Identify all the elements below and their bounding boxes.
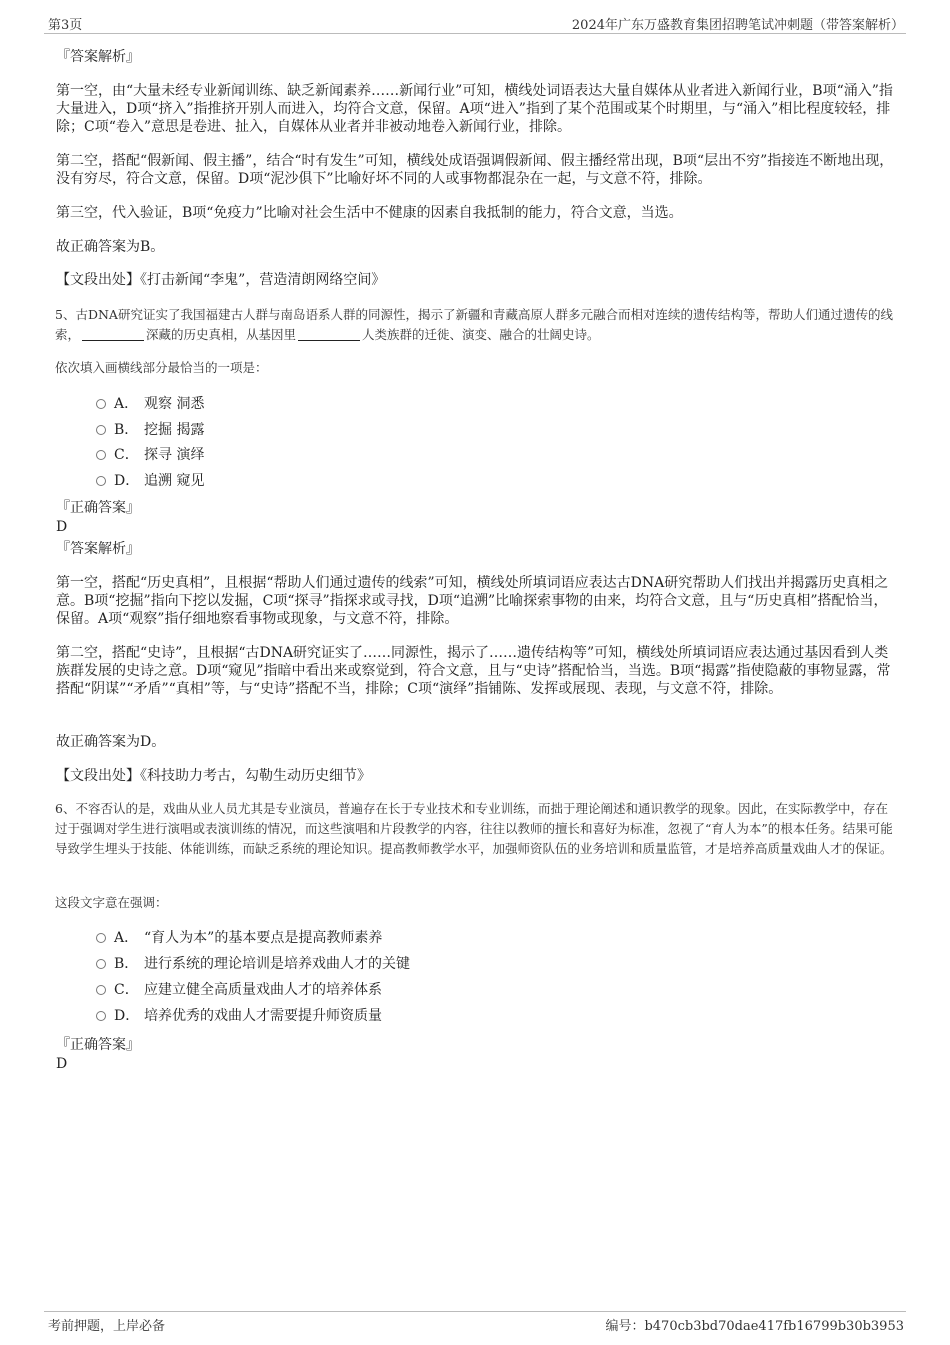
- option-letter: D．: [114, 1008, 140, 1024]
- q6-option-a[interactable]: [96, 927, 382, 949]
- q5-source: 【文段出处】《科技助力考古，勾勒生动历史细节》: [56, 768, 371, 784]
- q6-stem: 6、不容否认的是，戏曲从业人员尤其是专业演员，普遍存在长于专业技术和专业训练，而拙于理论阐述和通识教学的现象。因此，在实际教学中，存在过于强调对学生进行演唱或表演训练的情况，而这些演唱和片段教学的内容，往往以教师的擅长和喜好为标准，忽视了“育人为本”的根本任务。结果可能导致学生埋头于技能、体能训练，而缺乏系统的理论知识。提高教师教学水平，加强师资队伍的业务培训和质量监管，才是培养高质量戏曲人才的保证。: [55, 801, 893, 856]
- q5-analysis-para-2: 第二空，搭配“史诗”，且根据“古DNA研究证实了……同源性，揭示了……遗传结构等”可知，横线处所填词语应表达通过基因看到人类族群发展的史诗之意。D项“窥见”指暗中看出来或察觉到，符合文意，且与“史诗”搭配恰当，当选。B项“揭露”指使隐蔽的事物显露，常搭配“阴谋”“矛盾”“真相”等，与“史诗”搭配不当，排除；C项“演绎”指铺陈、发挥或展现、表现，与文意不符，排除。: [56, 645, 891, 697]
- option-letter: B．: [114, 422, 139, 438]
- q4-source: 【文段出处】《打击新闻“李鬼”，营造清朗网络空间》: [56, 272, 386, 288]
- q5-option-c[interactable]: [96, 444, 204, 466]
- q5-correct-label: 『正确答案』: [56, 500, 140, 516]
- q5-prompt: 依次填入画横线部分最恰当的一项是：: [55, 360, 268, 375]
- page-header: [0, 0, 950, 36]
- q5-stem-part-2: 深藏的历史真相，从基因里: [146, 327, 297, 342]
- option-text: 追溯 窥见: [144, 473, 205, 489]
- q5-blank-2: [298, 328, 360, 341]
- q5-correct-answer: D: [56, 519, 68, 535]
- footer-doc-id: 编号：b470cb3bd70dae417fb16799b30b3953: [605, 1319, 904, 1334]
- radio-icon[interactable]: [96, 959, 106, 969]
- option-text: 进行系统的理论培训是培养戏曲人才的关键: [144, 956, 410, 972]
- q6-prompt: 这段文字意在强调：: [55, 895, 168, 910]
- q4-analysis-para-3: 第三空，代入验证，B项“免疫力”比喻对社会生活中不健康的因素自我抵制的能力，符合文意，当选。: [56, 205, 683, 221]
- radio-icon[interactable]: [96, 399, 106, 409]
- q5-analysis-para-1: 第一空，搭配“历史真相”，且根据“帮助人们通过遗传的线索”可知，横线处所填词语应表达古DNA研究帮助人们找出并揭露历史真相之意。B项“挖掘”指向下挖以发掘，C项“探寻”指探求或寻找，D项“追溯”比喻探索事物的由来，均符合文意，且与“历史真相”搭配恰当，保留。A项“观察”指仔细地察看事物或现象，与文意不符，排除。: [56, 575, 889, 627]
- q6-option-b[interactable]: [96, 953, 410, 975]
- q4-analysis-para-2: 第二空，搭配“假新闻、假主播”，结合“时有发生”可知，横线处成语强调假新闻、假主播经常出现，B项“层出不穷”指接连不断地出现，没有穷尽，符合文意，保留。D项“泥沙俱下”比喻好坏不同的人或事物都混杂在一起，与文意不符，排除。: [56, 153, 894, 187]
- option-text: 培养优秀的戏曲人才需要提升师资质量: [144, 1008, 382, 1024]
- option-text: 观察 洞悉: [144, 396, 205, 412]
- radio-icon[interactable]: [96, 425, 106, 435]
- footer-divider: [44, 1311, 906, 1312]
- radio-icon[interactable]: [96, 985, 106, 995]
- option-letter: D．: [114, 473, 140, 489]
- q5-option-d[interactable]: [96, 470, 204, 492]
- q6-option-d[interactable]: [96, 1005, 382, 1027]
- option-letter: B．: [114, 956, 139, 972]
- radio-icon[interactable]: [96, 476, 106, 486]
- q5-stem-part-3: 人类族群的迁徙、演变、融合的壮阔史诗。: [362, 327, 600, 342]
- radio-icon[interactable]: [96, 450, 106, 460]
- q5-stem-part-1: 5、古DNA研究证实了我国福建古人群与南岛语系人群的同源性，揭示了新疆和青藏高原人群多元融合而相对连续的遗传结构等，帮助人们通过遗传的线索，: [55, 307, 893, 342]
- option-text: 挖掘 揭露: [144, 422, 205, 438]
- option-letter: C．: [114, 982, 139, 998]
- option-text: “育人为本”的基本要点是提高教师素养: [144, 930, 383, 946]
- q6-correct-label: 『正确答案』: [56, 1037, 140, 1053]
- option-letter: A．: [114, 930, 139, 946]
- header-divider: [44, 33, 906, 34]
- radio-icon[interactable]: [96, 1011, 106, 1021]
- option-text: 探寻 演绎: [144, 447, 205, 463]
- option-letter: A．: [114, 396, 139, 412]
- option-text: 应建立健全高质量戏曲人才的培养体系: [144, 982, 382, 998]
- q5-stem: [55, 305, 897, 345]
- q5-option-b[interactable]: [96, 419, 204, 441]
- page-number-label: 第3页: [48, 18, 83, 33]
- q5-option-a[interactable]: [96, 393, 204, 415]
- q5-analysis-label: 『答案解析』: [56, 541, 140, 557]
- q5-blank-1: [82, 328, 144, 341]
- radio-icon[interactable]: [96, 933, 106, 943]
- footer-slogan: 考前押题，上岸必备: [48, 1319, 166, 1334]
- q4-conclusion: 故正确答案为B。: [56, 239, 165, 255]
- q4-analysis-label: 『答案解析』: [56, 49, 140, 65]
- document-title: 2024年广东万盛教育集团招聘笔试冲刺题（带答案解析）: [571, 18, 904, 33]
- option-letter: C．: [114, 447, 139, 463]
- q6-option-c[interactable]: [96, 979, 382, 1001]
- q5-conclusion: 故正确答案为D。: [56, 734, 166, 750]
- q4-analysis-para-1: 第一空，由“大量未经专业新闻训练、缺乏新闻素养……新闻行业”可知，横线处词语表达大量自媒体从业者进入新闻行业，B项“涌入”指大量进入，D项“挤入”指推挤开别人而进入，均符合文意，保留。A项“进入”指到了某个范围或某个时期里，与“涌入”相比程度较轻，排除；C项“卷入”意思是卷进、扯入，自媒体从业者并非被动地卷入新闻行业，排除。: [56, 83, 893, 135]
- q6-correct-answer: D: [56, 1056, 68, 1072]
